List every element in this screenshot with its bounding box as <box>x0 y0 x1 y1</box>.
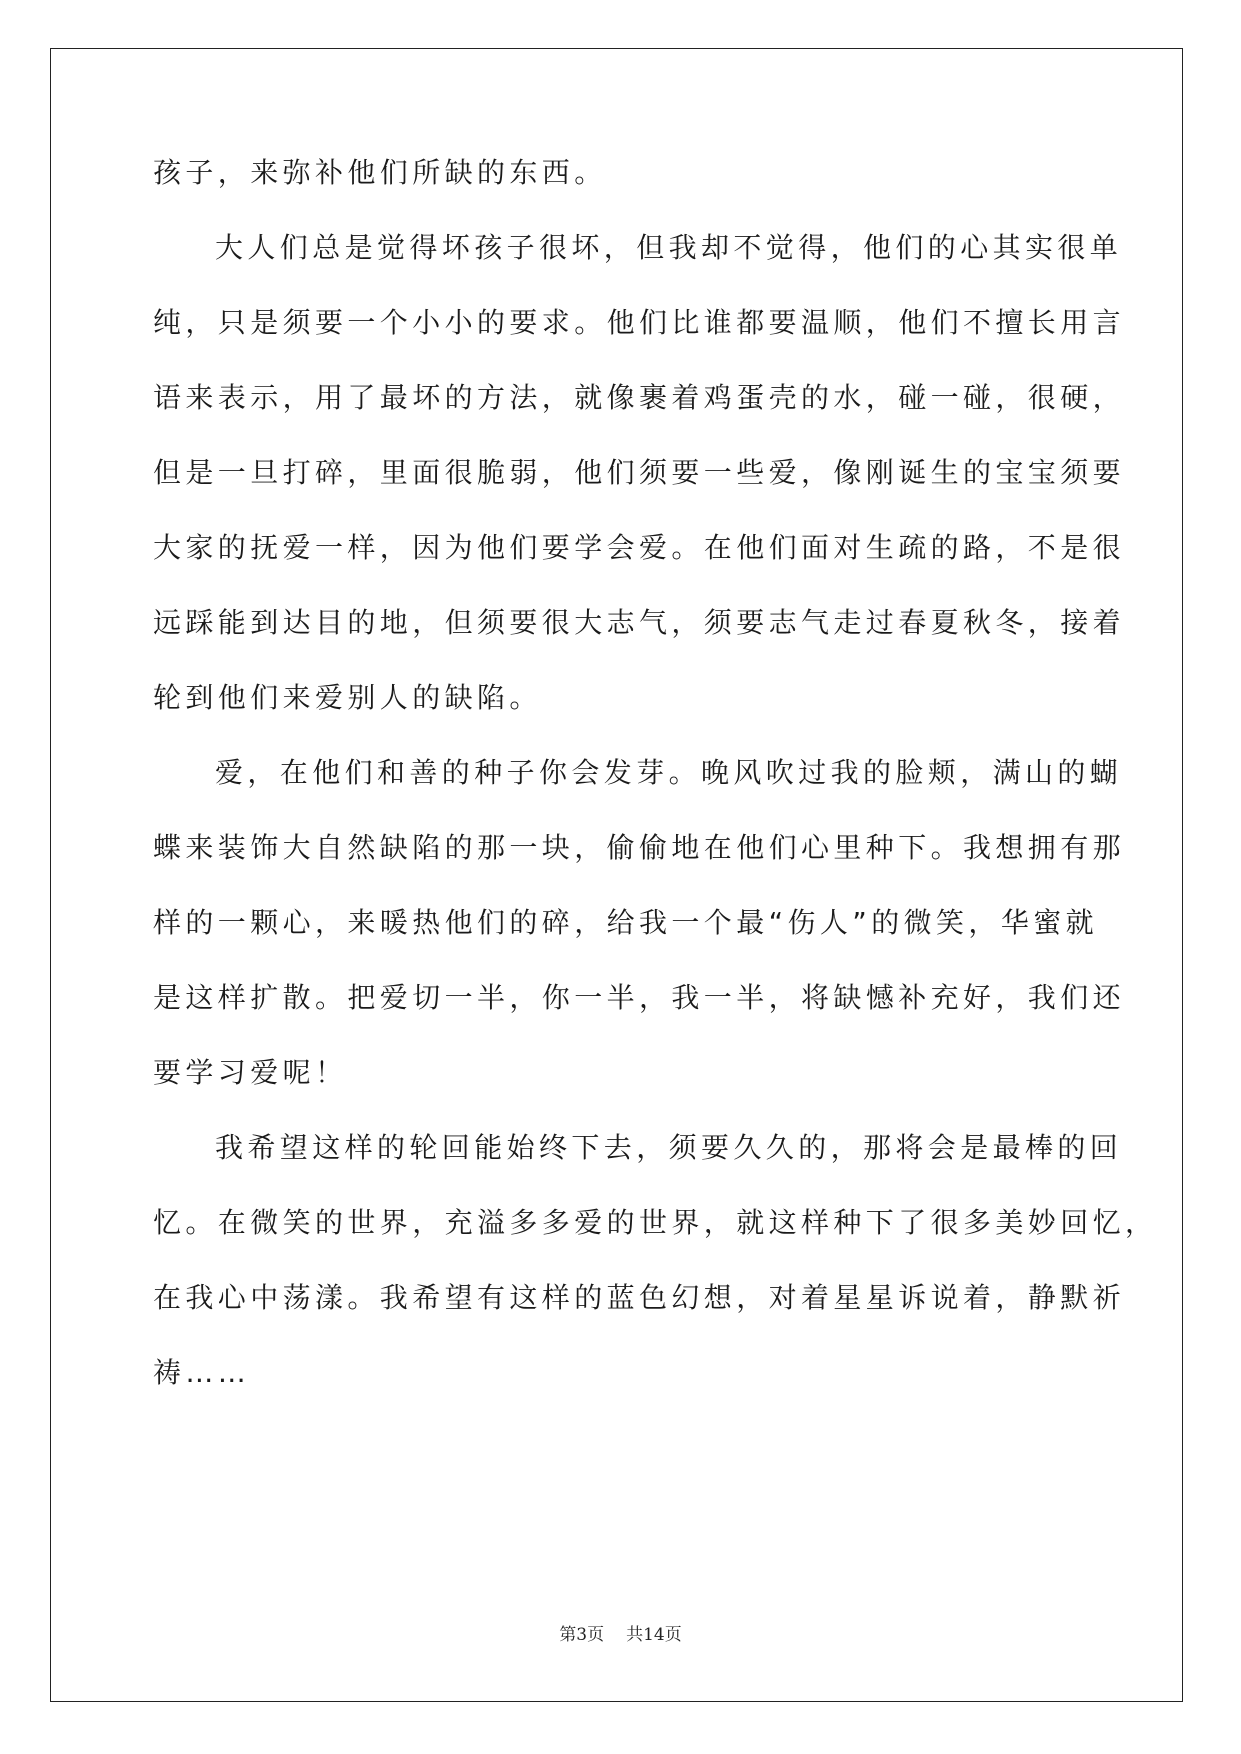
paragraph-start-line: 我希望这样的轮回能始终下去，须要久久的，那将会是最棒的回 <box>215 1131 1123 1164</box>
page-footer <box>0 1620 1241 1645</box>
text-line: 轮到他们来爱别人的缺陷。 <box>153 681 542 714</box>
text-line: 祷…… <box>153 1356 251 1389</box>
text-line: 纯，只是须要一个小小的要求。他们比谁都要温顺，他们不擅长用言 <box>153 306 1126 339</box>
text-line: 远踩能到达目的地，但须要很大志气，须要志气走过春夏秋冬，接着 <box>153 606 1126 639</box>
text-line: 但是一旦打碎，里面很脆弱，他们须要一些爱，像刚诞生的宝宝须要 <box>153 456 1126 489</box>
text-line: 大家的抚爱一样，因为他们要学会爱。在他们面对生疏的路，不是很 <box>153 531 1126 564</box>
text-line: 是这样扩散。把爱切一半，你一半，我一半，将缺憾补充好，我们还 <box>153 981 1126 1014</box>
paragraph-start-line: 爱，在他们和善的种子你会发芽。晚风吹过我的脸颊，满山的蝴 <box>215 756 1123 789</box>
text-line: 孩子，来弥补他们所缺的东西。 <box>153 156 607 189</box>
text-line: 忆。在微笑的世界，充溢多多爱的世界，就这样种下了很多美妙回忆， <box>153 1206 1158 1239</box>
page-number: 第3页 <box>559 1625 605 1645</box>
text-line: 样的一颗心，来暖热他们的碎，给我一个最“伤人”的微笑，华蜜就 <box>153 906 1099 939</box>
text-line: 要学习爱呢！ <box>153 1056 348 1089</box>
text-line: 蝶来装饰大自然缺陷的那一块，偷偷地在他们心里种下。我想拥有那 <box>153 831 1126 864</box>
page-total: 共14页 <box>626 1625 682 1645</box>
page-border <box>50 48 1183 1702</box>
text-line: 语来表示，用了最坏的方法，就像裹着鸡蛋壳的水，碰一碰，很硬， <box>153 381 1126 414</box>
paragraph-start-line: 大人们总是觉得坏孩子很坏，但我却不觉得，他们的心其实很单 <box>215 231 1123 264</box>
text-line: 在我心中荡漾。我希望有这样的蓝色幻想，对着星星诉说着，静默祈 <box>153 1281 1126 1314</box>
